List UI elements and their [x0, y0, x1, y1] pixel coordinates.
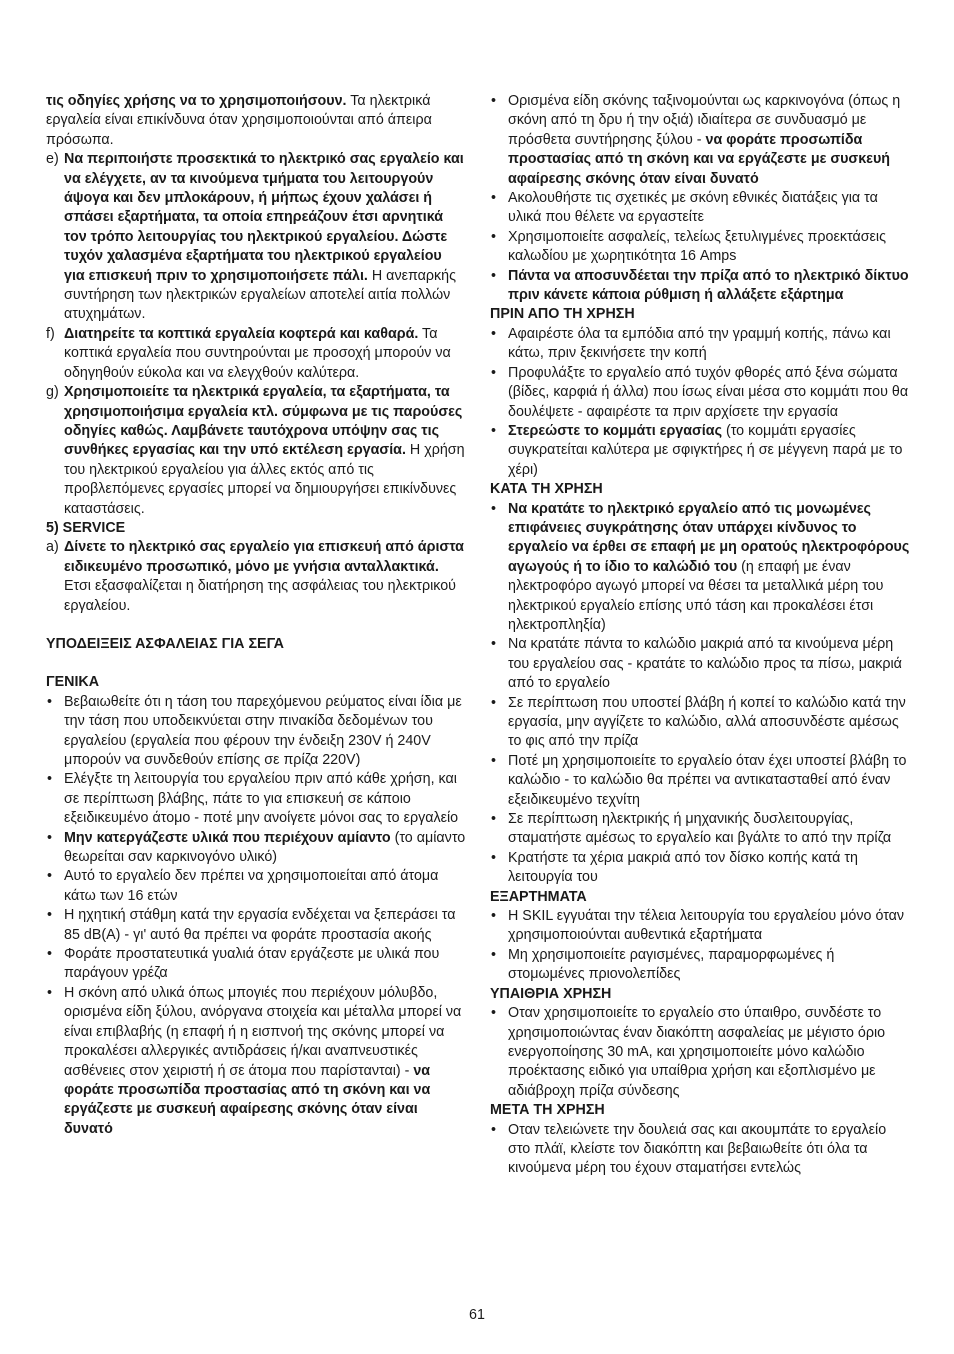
bullet-item: • Σε περίπτωση που υποστεί βλάβη ή κοπεί το καλώδιο κατά την εργασία, μην αγγίζετε το καλώδιο, αλλά αποσυνδέστε αμέσως το φις από την πρίζα	[490, 694, 910, 752]
rule-marker: e)	[46, 151, 59, 168]
bullet-item: • Στερεώστε το κομμάτι εργασίας (το κομμάτι εργασίες συγκρατείται καλύτερα με σφιγκτήρες ή σε μέγγενη παρά με το χέρι)	[490, 422, 910, 480]
rule-e: e) Να περιποιήστε προσεκτικά το ηλεκτρικό σας εργαλείο και να ελέγχετε, αν τα κινούμενα τμήματα του λειτουργούν άψογα και δεν μπλοκάρουν, ή μήπως έχουν χαλάσει ή σπάσει εξαρτήματα, τα οποία επηρεάζουν έτσι αρνητικά τον τρόπο λειτουργίας του ηλεκτρικού εργαλείου. Δώστε τυχόν χαλασμένα εξαρτήματα του ηλεκτρικού εργαλείου για επισκευή πριν το χρησιμοποιήσετε πάλι. Η ανεπαρκής συντήρηση των ηλεκτρικών εργαλείων αποτελεί αιτία πολλών ατυχημάτων.	[46, 151, 464, 323]
left-column	[46, 92, 466, 1139]
bullet-item: • Αυτό το εργαλείο δεν πρέπει να χρησιμοποιείται από άτομα κάτω των 16 ετών	[46, 867, 466, 906]
after-use-list	[490, 1121, 910, 1179]
bullet-item: • Σε περίπτωση ηλεκτρικής ή μηχανικής δυσλειτουργίας, σταματήστε αμέσως το εργαλείο και βγάλτε το από την πρίζα	[490, 810, 910, 849]
bullet-item: • Ποτέ μη χρησιμοποιείτε το εργαλείο όταν έχει υποστεί βλάβη το καλώδιο - το καλώδιο θα πρέπει να αντικατασταθεί από έναν εξειδικευμένο τεχνίτη	[490, 752, 910, 810]
outdoor-use-list	[490, 1004, 910, 1101]
bullet-item: • Να κρατάτε πάντα το καλώδιο μακριά από τα κινούμενα μέρη του εργαλείου σας - κρατάτε το καλώδιο προς τα πίσω, μακριά από το εργαλείο	[490, 635, 910, 693]
accessories-list	[490, 907, 910, 985]
page-number: 61	[469, 1307, 485, 1323]
intro-paragraph: τις οδηγίες χρήσης να το χρησιμοποιήσουν. Τα ηλεκτρικά εργαλεία είναι επικίνδυνα όταν χρησιμοποιούνται από άπειρα πρόσωπα.	[46, 93, 432, 148]
bullet-item: • Ακολουθήστε τις σχετικές με σκόνη εθνικές διατάξεις για τα υλικά που θέλετε να εργαστείτε	[490, 189, 910, 228]
rule-a: a) Δίνετε το ηλεκτρικό σας εργαλείο για επισκευή από άριστα ειδικευμένο προσωπικό, μόνο με γνήσια ανταλλακτικά. Ετσι εξασφαλίζεται η διατήρηση της ασφάλειας του ηλεκτρικού εργαλείου.	[46, 539, 464, 614]
bullet-item: • Μη χρησιμοποιείτε ραγισμένες, παραμορφωμένες ή στομωμένες πριονολεπίδες	[490, 946, 910, 985]
service-heading: 5) SERVICE	[46, 519, 126, 536]
rule-g: g) Χρησιμοποιείτε τα ηλεκτρικά εργαλεία, τα εξαρτήματα, τα χρησιμοποιήσιμα εργαλεία κτλ. σύμφωνα με τις παρούσες οδηγίες καθώς. Λαμβάνετε ταυτόχρονα υπόψην σας τις συνθήκες εργασίας και την υπό εκτέλεση εργασία. Η χρήση του ηλεκτρικού εργαλείου για άλλες εκτός από τις προβλεπόμενες εργασίες μπορεί να δημιουργήσει επικίνδυνες καταστάσεις.	[46, 384, 465, 517]
bullet-item: • Πάντα να αποσυνδέεται την πρίζα από το ηλεκτρικό δίκτυο πριν κάνετε κάποια ρύθμιση ή αλλάξετε εξάρτημα	[490, 267, 910, 306]
bullet-item: • Η σκόνη από υλικά όπως μπογιές που περιέχουν μόλυβδο, ορισμένα είδη ξύλου, ανόργανα στοιχεία και μέταλλα μπορεί να είναι επιβλαβής (η επαφή ή η εισπνοή της σκόνης μπορεί να προκαλέσει αλλεργικές αντιδράσεις ή/και αναπνευστικές ασθένειες στον χειριστή ή σε άτομα που παρίστανται) - να φοράτε προσωπίδα προστασίας από τη σκόνη και να εργάζεστε με συσκευή αφαίρεσης σκόνης όταν είναι δυνατό	[46, 984, 466, 1139]
before-use-heading: ΠΡΙΝ ΑΠΟ ΤΗ ΧΡΗΣΗ	[490, 306, 635, 323]
general-list	[46, 693, 466, 1139]
outdoor-use-heading: ΥΠΑΙΘΡΙΑ ΧΡΗΣΗ	[490, 985, 612, 1002]
bullet-item: • Η ηχητική στάθμη κατά την εργασία ενδέχεται να ξεπεράσει τα 85 dB(A) - γι' αυτό θα πρέπει να φοράτε προστασία ακοής	[46, 906, 466, 945]
during-use-list	[490, 500, 910, 888]
bullet-item: • Οταν χρησιμοποιείτε το εργαλείο στο ύπαιθρο, συνδέστε το χρησιμοποιώντας έναν διακόπτη ασφαλείας με μέγιστο όριο ενεργοποίησης 30 mA, και χρησιμοποιείτε μόνο καλώδιο προέκτασης ειδικό για υπαίθρια χρήση και εξοπλισμένο με αδιάβροχη πρίζα σύνδεσης	[490, 1004, 910, 1101]
safety-heading: ΥΠΟΔΕΙΞΕΙΣ ΑΣΦΑΛΕΙΑΣ ΓΙΑ ΣΕΓΑ	[46, 635, 284, 652]
bullet-item: • Ελέγξτε τη λειτουργία του εργαλείου πριν από κάθε χρήση, και σε περίπτωση βλάβης, πάτε το για επισκευή σε κάποιο εξειδικευμένο άτομο - ποτέ μην ανοίγετε μόνοι σας το εργαλείο	[46, 770, 466, 828]
before-use-list	[490, 325, 910, 480]
general-list-continued	[490, 92, 910, 305]
general-heading: ΓΕΝΙΚΑ	[46, 674, 100, 691]
bullet-item: • Κρατήστε τα χέρια μακριά από τον δίσκο κοπής κατά τη λειτουργία του	[490, 849, 910, 888]
bullet-item: • Οταν τελειώνετε την δουλειά σας και ακουμπάτε το εργαλείο στο πλάϊ, κλείστε τον διακόπτη και βεβαιωθείτε ότι όλα τα κινούμενα μέρη του έχουν σταματήσει εντελώς	[490, 1121, 910, 1179]
accessories-heading: ΕΞΑΡΤΗΜΑΤΑ	[490, 888, 587, 905]
rule-marker: f)	[46, 325, 55, 342]
bullet-item: • Προφυλάξτε το εργαλείο από τυχόν φθορές από ξένα σώματα (βίδες, καρφιά ή άλλα) που ίσως είναι μέσα στο κομμάτι που θα δουλέψετε - αφαιρέστε τα πριν αρχίσετε την εργασία	[490, 364, 910, 422]
during-use-heading: ΚΑΤΑ ΤΗ ΧΡΗΣΗ	[490, 481, 603, 498]
bullet-item: • Ορισμένα είδη σκόνης ταξινομούνται ως καρκινογόνα (όπως η σκόνη από τη δρυ ή την οξιά) ιδιαίτερα σε συνδυασμό με πρόσθετα συντήρησης ξύλου - να φοράτε προσωπίδα προστασίας από τη σκόνη και να εργάζεστε με συσκευή αφαίρεσης σκόνης όταν είναι δυνατό	[490, 92, 910, 189]
bullet-item: • Η SKIL εγγυάται την τέλεια λειτουργία του εργαλείου μόνο όταν χρησιμοποιούνται αυθεντικά εξαρτήματα	[490, 907, 910, 946]
after-use-heading: ΜΕΤΑ ΤΗ ΧΡΗΣΗ	[490, 1102, 605, 1119]
rule-f: f) Διατηρείτε τα κοπτικά εργαλεία κοφτερά και καθαρά. Τα κοπτικά εργαλεία που συντηρούνται με προσοχή μπορούν να οδηγηθούν εύκολα και να ελεγχθούν καλύτερα.	[46, 325, 451, 381]
bullet-item: • Μην κατεργάζεστε υλικά που περιέχουν αμίαντο (το αμίαντο θεωρείται σαν καρκινογόνο υλικό)	[46, 829, 466, 868]
bullet-item: • Φοράτε προστατευτικά γυαλιά όταν εργάζεστε με υλικά που παράγουν γρέζα	[46, 945, 466, 984]
right-column	[490, 92, 910, 1179]
rule-marker: g)	[46, 384, 59, 401]
bullet-item: • Βεβαιωθείτε ότι η τάση του παρεχόμενου ρεύματος είναι ίδια με την τάση που υποδεικνύεται στην πινακίδα δεδομένων του εργαλείου (εργαλεία που φέρουν την ένδειξη 230V ή 240V μπορούν να συνδεθούν επίσης σε πρίζα 220V)	[46, 693, 466, 771]
bullet-item: • Χρησιμοποιείτε ασφαλείς, τελείως ξετυλιγμένες προεκτάσεις καλωδίου με χωρητικότητα 16 Amps	[490, 228, 910, 267]
bullet-item: • Αφαιρέστε όλα τα εμπόδια από την γραμμή κοπής, πάνω και κάτω, πριν ξεκινήσετε την κοπή	[490, 325, 910, 364]
rule-marker: a)	[46, 539, 59, 556]
bullet-item: • Να κρατάτε το ηλεκτρικό εργαλείο από τις μονωμένες επιφάνειες συγκράτησης όταν υπάρχει κίνδυνος το εργαλείο να έρθει σε επαφή με μη ορατούς ηλεκτροφόρους αγωγούς ή το ίδιο το καλώδιό του (η επαφή με έναν ηλεκτροφόρο αγωγό μπορεί να θέσει τα μεταλλικά μέρη του ηλεκτρικού εργαλείο επίσης υπό τάση και προκαλέσει έτσι ηλεκτροπληξία)	[490, 500, 910, 636]
